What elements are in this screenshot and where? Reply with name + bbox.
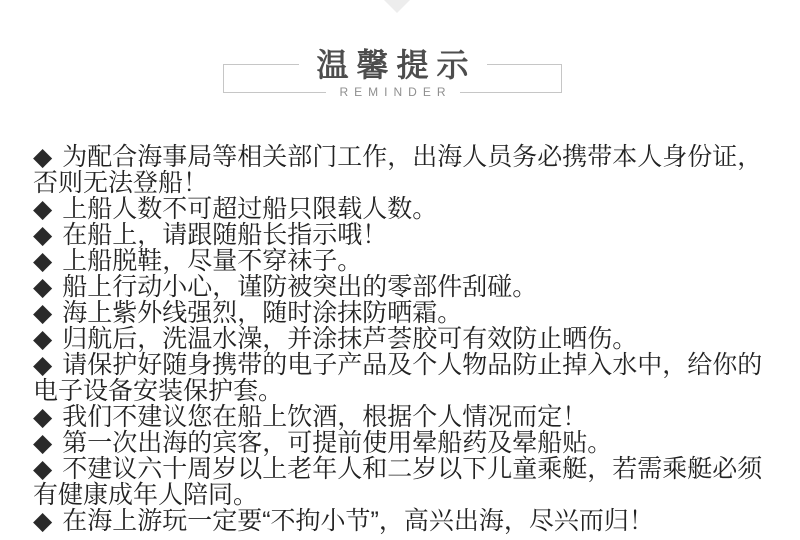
diamond-bullet-icon: ◆ (33, 299, 53, 327)
tip-item (33, 196, 770, 222)
tip-text: 归航后，洗温水澡，并涂抹芦荟胶可有效防止晒伤。 (62, 325, 638, 353)
tip-text: 我们不建议您在船上饮酒，根据个人情况而定！ (62, 403, 588, 431)
tip-text: 为配合海事局等相关部门工作，出海人员务必携带本人身份证，否则无法登船！ (33, 143, 763, 197)
tip-item (33, 430, 770, 456)
top-triangle-icon (384, 0, 410, 13)
tip-item (33, 326, 770, 352)
tip-text: 第一次出海的宾客，可提前使用晕船药及晕船贴。 (62, 429, 613, 457)
diamond-bullet-icon: ◆ (33, 455, 53, 483)
diamond-bullet-icon: ◆ (33, 273, 53, 301)
diamond-bullet-icon: ◆ (33, 429, 53, 457)
tip-text: 不建议六十周岁以上老年人和二岁以下儿童乘艇，若需乘艇必须有健康成年人陪同。 (33, 455, 763, 509)
tip-item (33, 404, 770, 430)
tip-text: 上船脱鞋，尽量不穿袜子。 (62, 247, 363, 275)
tip-text: 海上紫外线强烈，随时涂抹防晒霜。 (62, 299, 463, 327)
diamond-bullet-icon: ◆ (33, 195, 53, 223)
tip-item (33, 508, 770, 534)
diamond-bullet-icon: ◆ (33, 507, 53, 535)
tip-item (33, 352, 770, 404)
tip-text: 在船上，请跟随船长指示哦！ (62, 221, 388, 249)
tip-item (33, 274, 770, 300)
tip-item (33, 456, 770, 508)
tips-list (33, 144, 770, 534)
tip-item (33, 222, 770, 248)
diamond-bullet-icon: ◆ (33, 221, 53, 249)
tip-text: 上船人数不可超过船只限载人数。 (62, 195, 438, 223)
diamond-bullet-icon: ◆ (33, 403, 53, 431)
diamond-bullet-icon: ◆ (33, 325, 53, 353)
header-frame (223, 47, 562, 99)
diamond-bullet-icon: ◆ (33, 247, 53, 275)
tip-item (33, 300, 770, 326)
tip-text: 在海上游玩一定要“不拘小节”，高兴出海，尽兴而归！ (62, 507, 654, 535)
tip-item (33, 144, 770, 196)
page-subtitle: REMINDER (325, 85, 459, 99)
tip-text: 船上行动小心，谨防被突出的零部件刮碰。 (62, 273, 538, 301)
diamond-bullet-icon: ◆ (33, 351, 53, 379)
tip-text: 请保护好随身携带的电子产品及个人物品防止掉入水中，给你的电子设备安装保护套。 (33, 351, 763, 405)
tip-item (33, 248, 770, 274)
diamond-bullet-icon: ◆ (33, 143, 53, 171)
page-title: 温馨提示 (298, 49, 486, 81)
